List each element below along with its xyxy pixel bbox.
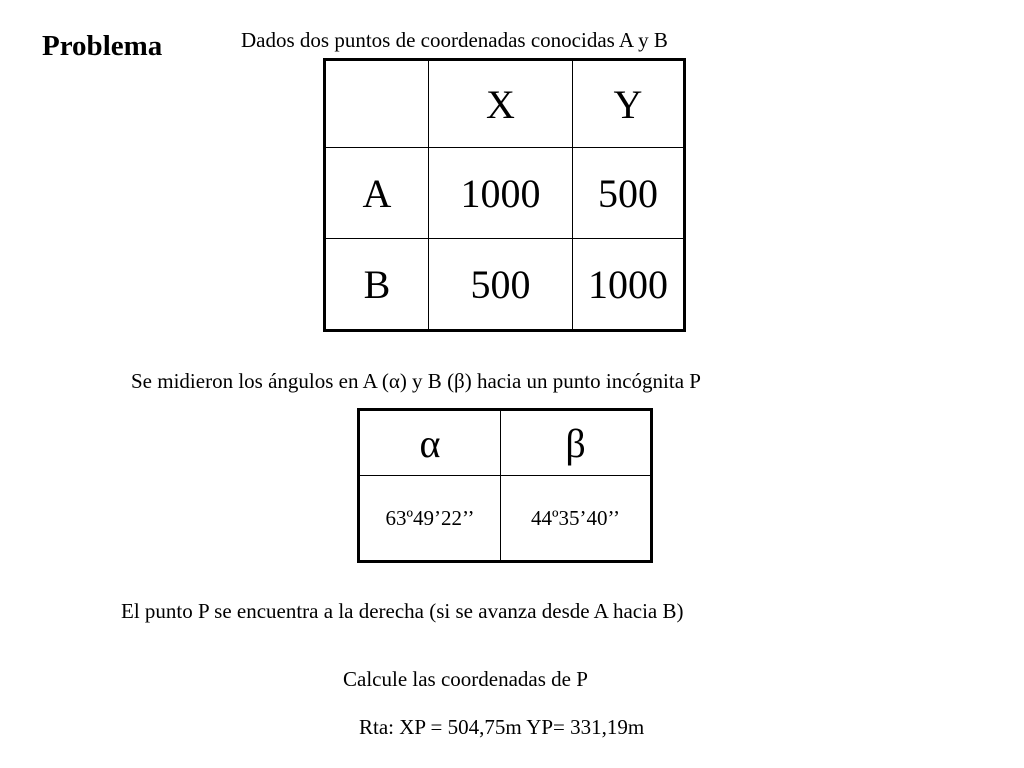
header-cell-empty — [325, 60, 429, 148]
point-a-x: 1000 — [429, 148, 573, 239]
header-cell-x: X — [429, 60, 573, 148]
point-label-a: A — [325, 148, 429, 239]
table-row — [325, 239, 685, 331]
header-cell-y: Y — [573, 60, 685, 148]
coordinates-table — [323, 58, 686, 332]
direction-note: El punto P se encuentra a la derecha (si se avanza desde A hacia B) — [121, 599, 684, 623]
answer-text: Rta: XP = 504,75m YP= 331,19m — [359, 715, 645, 739]
intro-text: Dados dos puntos de coordenadas conocidas A y B — [241, 28, 668, 52]
angles-intro-text: Se midieron los ángulos en A (α) y B (β) hacia un punto incógnita P — [131, 369, 701, 393]
point-b-x: 500 — [429, 239, 573, 331]
table-header-row — [325, 60, 685, 148]
table-header-row — [359, 410, 652, 476]
header-cell-alpha: α — [359, 410, 501, 476]
point-label-b: B — [325, 239, 429, 331]
angles-table — [357, 408, 653, 563]
point-a-y: 500 — [573, 148, 685, 239]
alpha-value: 63º49’22’’ — [359, 476, 501, 562]
task-text: Calcule las coordenadas de P — [343, 667, 588, 691]
table-row — [325, 148, 685, 239]
header-cell-beta: β — [501, 410, 652, 476]
table-row — [359, 476, 652, 562]
point-b-y: 1000 — [573, 239, 685, 331]
page-title: Problema — [42, 30, 163, 62]
beta-value: 44º35’40’’ — [501, 476, 652, 562]
